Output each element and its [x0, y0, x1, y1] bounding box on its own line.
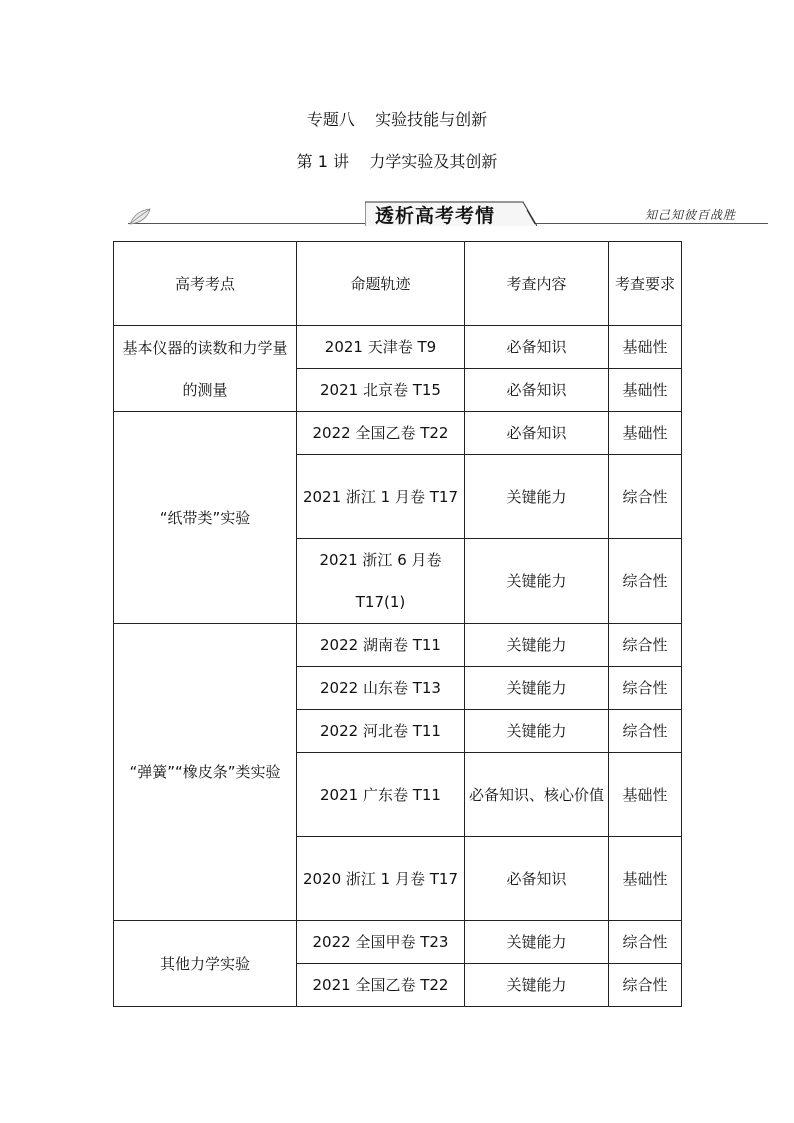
topic-heading — [0, 107, 794, 130]
exam-point-cell: 其他力学实验 — [114, 921, 297, 1007]
requirement-cell: 基础性 — [609, 326, 682, 369]
content-cell: 必备知识 — [465, 837, 609, 921]
track-cell: 2022 全国甲卷 T23 — [297, 921, 465, 964]
exam-point-cell: 基本仪器的读数和力学量的测量 — [114, 326, 297, 412]
exam-point-cell: “弹簧”“橡皮条”类实验 — [114, 624, 297, 921]
requirement-cell: 基础性 — [609, 753, 682, 837]
lecture-number: 第 1 讲 — [296, 152, 349, 171]
track-cell: 2021 北京卷 T15 — [297, 369, 465, 412]
header-track: 命题轨迹 — [297, 242, 465, 326]
requirement-cell: 综合性 — [609, 624, 682, 667]
content-cell: 关键能力 — [465, 710, 609, 753]
header-content: 考查内容 — [465, 242, 609, 326]
track-cell: 2021 天津卷 T9 — [297, 326, 465, 369]
content-cell: 必备知识、核心价值 — [465, 753, 609, 837]
requirement-cell: 综合性 — [609, 667, 682, 710]
table-row — [114, 921, 682, 964]
table-header-row — [114, 242, 682, 326]
requirement-cell: 综合性 — [609, 539, 682, 624]
track-cell: 2022 河北卷 T11 — [297, 710, 465, 753]
section-banner — [0, 196, 794, 236]
content-cell: 关键能力 — [465, 964, 609, 1007]
content-cell: 关键能力 — [465, 539, 609, 624]
banner-slogan: 知己知彼百战胜 — [645, 208, 737, 222]
track-cell: 2022 全国乙卷 T22 — [297, 412, 465, 455]
exam-analysis-table — [113, 241, 682, 1007]
table-row — [114, 624, 682, 667]
track-cell: 2021 全国乙卷 T22 — [297, 964, 465, 1007]
exam-point-cell: “纸带类”实验 — [114, 412, 297, 624]
table-row — [114, 326, 682, 369]
requirement-cell: 基础性 — [609, 369, 682, 412]
requirement-cell: 综合性 — [609, 455, 682, 539]
requirement-cell: 基础性 — [609, 837, 682, 921]
track-cell: 2021 浙江 6 月卷 T17(1) — [297, 539, 465, 624]
banner-title: 透析高考考情 — [375, 205, 496, 227]
content-cell: 关键能力 — [465, 624, 609, 667]
topic-title: 实验技能与创新 — [375, 110, 488, 129]
content-cell: 必备知识 — [465, 326, 609, 369]
content-cell: 必备知识 — [465, 369, 609, 412]
content-cell: 必备知识 — [465, 412, 609, 455]
requirement-cell: 基础性 — [609, 412, 682, 455]
lecture-heading — [0, 149, 794, 172]
requirement-cell: 综合性 — [609, 964, 682, 1007]
content-cell: 关键能力 — [465, 667, 609, 710]
track-cell: 2022 湖南卷 T11 — [297, 624, 465, 667]
content-cell: 关键能力 — [465, 921, 609, 964]
requirement-cell: 综合性 — [609, 710, 682, 753]
track-cell: 2021 广东卷 T11 — [297, 753, 465, 837]
header-requirement: 考查要求 — [609, 242, 682, 326]
lecture-title: 力学实验及其创新 — [369, 152, 498, 171]
table-row — [114, 412, 682, 455]
header-point: 高考考点 — [114, 242, 297, 326]
content-cell: 关键能力 — [465, 455, 609, 539]
leaf-icon — [128, 206, 152, 226]
requirement-cell: 综合性 — [609, 921, 682, 964]
track-cell: 2020 浙江 1 月卷 T17 — [297, 837, 465, 921]
track-cell: 2021 浙江 1 月卷 T17 — [297, 455, 465, 539]
topic-number: 专题八 — [306, 110, 355, 129]
track-cell: 2022 山东卷 T13 — [297, 667, 465, 710]
